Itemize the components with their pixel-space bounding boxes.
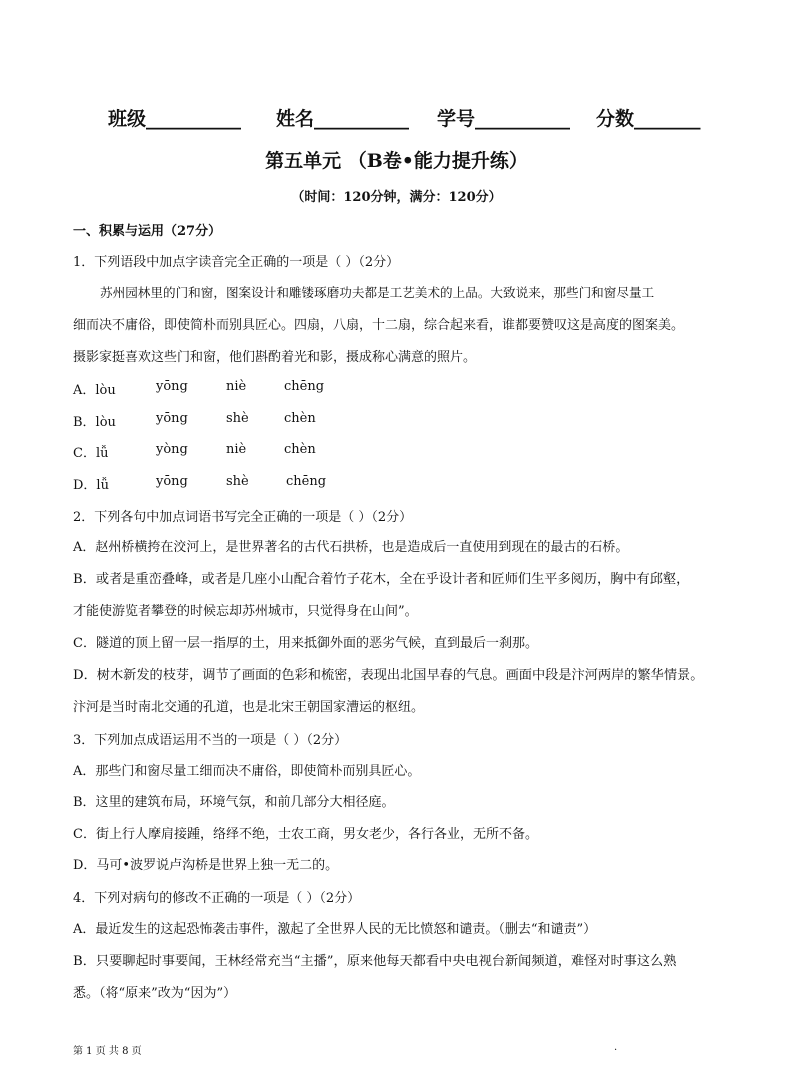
pinyin: niè xyxy=(226,379,247,394)
student-info-header xyxy=(0,104,793,132)
question-2-option-c: C．隧道的顶上留一层一指厚的土，用来抵御外面的恶劣气候，直到最后一刹那。 xyxy=(73,636,538,651)
class-field: 班级__________ xyxy=(108,108,242,130)
option-c xyxy=(73,442,373,460)
page-title: 第五单元 （B卷•能力提升练） xyxy=(265,150,528,172)
pinyin: shè xyxy=(226,411,249,426)
question-1-passage-line: 摄影家挺喜欢这些门和窗，他们斟酌着光和影，摄成称心满意的照片。 xyxy=(73,350,477,365)
question-1-passage-line: 细而决不庸俗，即使简朴而别具匠心。四扇，八扇，十二扇，综合起来看，谁都要赞叹这是高度的图案美。 xyxy=(73,318,685,333)
score-field: 分数_______ xyxy=(596,108,701,130)
pinyin: chēng xyxy=(284,379,325,394)
option-label: B．lòu xyxy=(73,415,116,430)
option-label: D．lǚ xyxy=(73,478,109,493)
option-label: A．lòu xyxy=(73,383,116,398)
pinyin: shè xyxy=(226,474,249,489)
question-2-option-d-cont: 汴河是当时南北交通的孔道，也是北宋王朝国家漕运的枢纽。 xyxy=(73,700,425,715)
pinyin: yōng xyxy=(156,411,188,426)
option-label: C．lǚ xyxy=(73,446,109,461)
page-number: 第 1 页 共 8 页 xyxy=(73,1046,142,1057)
question-3-stem: 3．下列加点成语运用不当的一项是（ ）（2分） xyxy=(73,733,348,748)
pinyin: chèn xyxy=(284,442,316,457)
pinyin: yòng xyxy=(156,442,188,457)
footer-mark: . xyxy=(614,1042,618,1053)
question-4-option-b: B．只要聊起时事要闻，王林经常充当“主播”，原来他每天都看中央电视台新闻频道，难怪对时事这么熟 xyxy=(73,954,677,969)
question-2-option-d: D．树木新发的枝芽，调节了画面的色彩和梳密，表现出北国早春的气息。画面中段是汴河两岸的繁华情景。 xyxy=(73,668,704,683)
question-2-option-b-cont: 才能使游览者攀登的时候忘却苏州城市，只觉得身在山间”。 xyxy=(73,604,418,619)
pinyin: yōng xyxy=(156,379,188,394)
student-id-field: 学号__________ xyxy=(437,108,571,130)
option-a xyxy=(73,379,373,397)
question-2-stem: 2．下列各句中加点词语书写完全正确的一项是（ ）（2分） xyxy=(73,510,413,525)
pinyin: yōng xyxy=(156,474,188,489)
question-3-option-a: A．那些门和窗尽量工细而决不庸俗，即使简朴而别具匠心。 xyxy=(73,764,421,779)
pinyin: chèn xyxy=(284,411,316,426)
question-2-option-b: B．或者是重峦叠峰，或者是几座小山配合着竹子花木，全在乎设计者和匠师们生平多阅历，胸中有邱壑， xyxy=(73,572,690,587)
question-4-option-b-cont: 悉。（将“原来”改为“因为”） xyxy=(73,986,237,1001)
question-4-stem: 4．下列对病句的修改不正确的一项是（ ）（2分） xyxy=(73,891,361,906)
question-3-option-b: B．这里的建筑布局，环境气氛，和前几部分大相径庭。 xyxy=(73,795,395,810)
pinyin: chēng xyxy=(286,474,327,489)
option-d xyxy=(73,474,373,492)
question-2-option-a: A．赵州桥横挎在洨河上，是世界著名的古代石拱桥，也是造成后一直使用到现在的最古的石桥。 xyxy=(73,540,629,555)
option-b xyxy=(73,411,373,429)
pinyin: niè xyxy=(226,442,247,457)
page-subtitle: （时间：120分钟，满分：120分） xyxy=(291,190,502,205)
name-field: 姓名__________ xyxy=(276,108,410,130)
section-heading: 一、积累与运用（27分） xyxy=(73,224,222,239)
question-3-option-c: C．街上行人摩肩接踵，络绎不绝，士农工商，男女老少，各行各业，无所不备。 xyxy=(73,827,538,842)
question-1-passage-line: 苏州园林里的门和窗，图案设计和雕镂琢磨功夫都是工艺美术的上品。大致说来，那些门和窗尽量工 xyxy=(100,285,655,300)
question-1-stem: 1．下列语段中加点字读音完全正确的一项是（ ）（2分） xyxy=(73,255,400,270)
question-4-option-a: A．最近发生的这起恐怖袭击事件，激起了全世界人民的无比愤怒和谴责。（删去“和谴责”） xyxy=(73,922,597,937)
question-3-option-d: D．马可•波罗说卢沟桥是世界上独一无二的。 xyxy=(73,858,339,873)
